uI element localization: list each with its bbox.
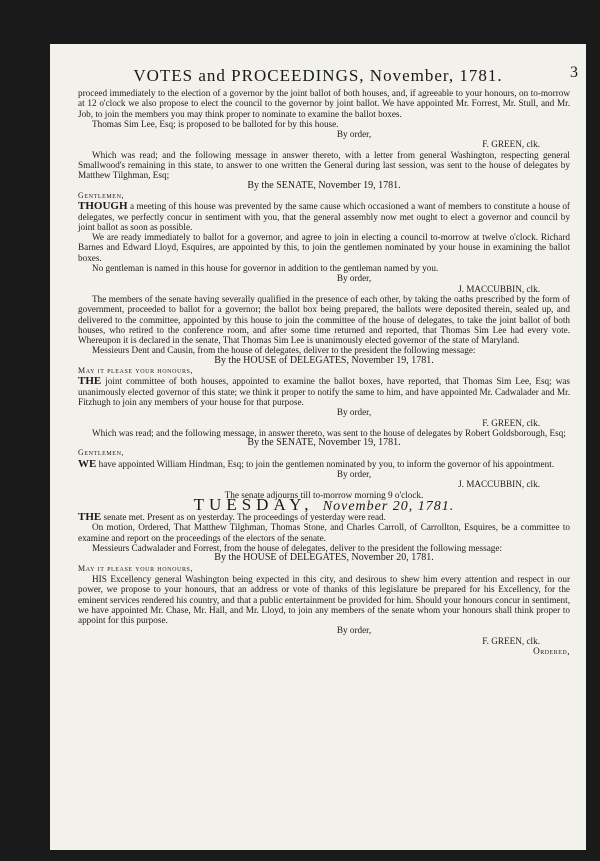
drop-word: THE — [78, 375, 102, 388]
paragraph-text: senate met. Present as on yesterday. The proceedings of yesterday were read. — [101, 512, 386, 523]
paragraph-text: a meeting of this house was prevented by the same cause which occasioned a want of members to constitute a house of delegates, we perfectly concur in sentiment with you, that the general assembly now met ought to elect a governor and council by joint ballot as soon as possible. — [78, 201, 570, 232]
paragraph: Which was read; and the following message, in answer thereto, was sent to the house of delegates by Robert Goldsborough, Esq; — [92, 427, 566, 438]
paragraph — [78, 376, 570, 407]
paragraph: Messieurs Dent and Causin, from the house of delegates, deliver to the president the following message: — [92, 345, 476, 356]
by-order: By order, — [336, 273, 372, 284]
salutation: Gentlemen, — [78, 190, 125, 200]
day-heading-date: November 20, 1781. — [322, 498, 455, 514]
paragraph — [78, 201, 570, 232]
paragraph-text: have appointed William Hindman, Esq; to join the gentlemen nominated by you, to inform the governor of his appointment. — [96, 458, 555, 469]
paragraph: proceed immediately to the election of a governor by the joint ballot of both houses, and, if agreeable to your honours, on to-morrow at 12 o'clock we also propose to elect the council to the governor by joint ballot. We have appointed Mr. Forrest, Mr. Stull, and Mr. Job, to join the members you may think proper to nominate to examine the ballot boxes. — [78, 88, 570, 119]
signature: J. MACCUBBIN, clk. — [458, 283, 540, 294]
document-body — [78, 88, 570, 656]
signature: J. MACCUBBIN, clk. — [458, 479, 540, 490]
signature: F. GREEN, clk. — [482, 139, 540, 150]
section-heading: By the SENATE, November 19, 1781. — [247, 437, 401, 449]
section-heading: By the HOUSE of DELEGATES, November 19, 1781. — [214, 354, 434, 366]
day-heading-day: TUESDAY, — [193, 494, 314, 514]
section-heading: By the HOUSE of DELEGATES, November 20, 1781. — [214, 552, 434, 564]
paragraph-text: joint committee of both houses, appointed to examine the ballot boxes, have reported, that Thomas Sim Lee, Esq; was unanimously elected governor of this state; we think it proper to notify the same to him, and have appointed Mr. Cadwalader and Mr. Fitzhugh to join any members of your house for that purpose. — [78, 376, 570, 407]
adjournment-note: The senate adjourns till to-morrow morning 9 o'clock. — [224, 489, 424, 500]
paragraph: Messieurs Cadwalader and Forrest, from the house of delegates, deliver to the president the following message: — [92, 543, 503, 554]
paragraph: On motion, Ordered, That Matthew Tilghman, Thomas Stone, and Charles Carroll, of Carrollton, Esquires, be a committee to examine and report on the proceedings of the electors of the senate. — [78, 522, 570, 543]
by-order: By order, — [336, 625, 372, 636]
by-order: By order, — [336, 407, 372, 418]
paragraph: We are ready immediately to ballot for a governor, and agree to join in electing a council to-morrow at twelve o'clock. Richard Barnes and Edward Lloyd, Esquires, are appointed by this, to join the gentlemen nominated by your house in examining the ballot boxes. — [78, 232, 570, 263]
paragraph — [78, 512, 570, 522]
document-page — [50, 44, 586, 850]
paragraph: The members of the senate having severally qualified in the presence of each other, by taking the oaths prescribed by the form of government, proceeded to ballot for a governor; the ballot box being prepared, the ballots were deposited therein, sealed up, and delivered to the committee, appointed by this house to join the committee of the house of delegates, to take the joint ballot of both houses, who retired to the conference room, and after some time returned and reported, that Thomas Sim Lee had every vote. Whereupon it is declared in the senate, That Thomas Sim Lee is unanimously elected governor of the state of Maryland. — [78, 293, 570, 346]
paragraph: Which was read; and the following message in answer thereto, with a letter from general Washington, respecting general Smallwood's remaining in this state, to answer to one written the General during last session, was sent to the house of delegates by Matthew Tilghman, Esq; — [78, 149, 570, 181]
by-order: By order, — [336, 129, 372, 140]
drop-word: WE — [78, 457, 97, 470]
page-header: VOTES and PROCEEDINGS, November, 1781. — [133, 66, 503, 85]
salutation: May it please your honours, — [78, 366, 194, 376]
page-number: 3 — [570, 64, 578, 81]
drop-word: THE — [78, 511, 102, 524]
salutation: May it please your honours, — [78, 563, 194, 573]
drop-word: THOUGH — [78, 200, 128, 213]
paragraph: HIS Excellency general Washington being expected in this city, and desirous to shew him every attention and respect in our power, we propose to your honours, that an address or vote of thanks of this legislature be prepared for his Excellency, for the eminent services rendered his country, and that a public entertainment be provided for him. Should your honours concur in sentiment, we have appointed Mr. Chase, Mr. Hall, and Mr. Lloyd, to join any members of the senate whom your honours shall think proper to appoint for this purpose. — [78, 573, 570, 626]
salutation: Gentlemen, — [78, 448, 125, 458]
paragraph: No gentleman is named in this house for governor in addition to the gentleman named by you. — [92, 263, 439, 274]
paragraph — [78, 459, 570, 469]
catchword: Ordered, — [533, 646, 570, 657]
section-heading: By the SENATE, November 19, 1781. — [247, 179, 401, 191]
signature: F. GREEN, clk. — [482, 635, 540, 646]
signature: F. GREEN, clk. — [482, 417, 540, 428]
paragraph: Thomas Sim Lee, Esq; is proposed to be balloted for by this house. — [92, 118, 339, 129]
by-order: By order, — [336, 468, 372, 479]
